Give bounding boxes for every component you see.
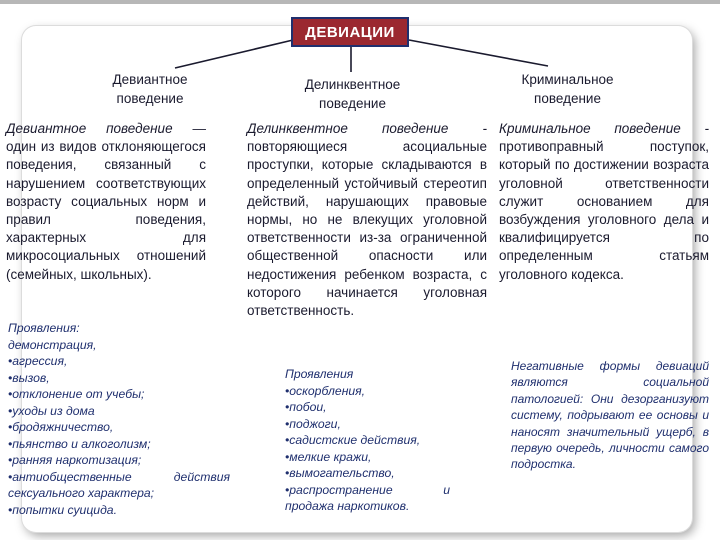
list-item: •пьянство и алкоголизм;: [8, 436, 151, 451]
definition-criminal-lead: Криминальное поведение -: [499, 121, 709, 136]
definition-criminal-text: противоправный поступок, который по достижении возраста уголовной ответственности служит основанием для возбуждения уголовного дела и квалифицируется по определенным статьям уголовного кодекса.: [499, 139, 709, 282]
list-item: •оскорбления,: [285, 383, 366, 398]
list-item: •мелкие кражи,: [285, 449, 372, 464]
list-item: •попытки суицида.: [8, 502, 117, 517]
list-item: •ранняя наркотизация;: [8, 453, 142, 467]
diagram-title: ДЕВИАЦИИ: [291, 17, 409, 47]
social-pathology-note: Негативные формы девиаций являются социальной патологией: Они дезорганизуют систему, подрывают ее основы и наносят значительный ущерб, в первую очередь, личности самого подростка.: [511, 359, 709, 472]
list-item: •распространение и продажа наркотиков.: [285, 482, 450, 513]
definition-deviant-text: один из видов отклоняющегося поведения, связанный с нарушением соответствующих возрасту социальных норм и правил поведения, характерных для микросоциальных отношений (семейных, школьных).: [6, 139, 206, 282]
list-item: •побои,: [285, 400, 327, 414]
list-item: •антиобщественные действия сексуального характера;: [8, 469, 230, 500]
list-item: •садистские действия,: [285, 433, 421, 447]
list-item: •вызов,: [8, 370, 50, 385]
link-left: [175, 40, 293, 68]
manifestations-deviant: [8, 320, 230, 518]
definition-delinquent-lead: Делинквентное поведение -: [247, 121, 487, 136]
definition-delinquent-text: повторяющиеся асоциальные проступки, которые складываются в определенный устойчивый стереотип действий, нарушающих правовые нормы, но не влекущих уголовной ответственности из-за ограниченной общественной опасности или недостижения ребенком возраста, с которого начинается уголовная ответственность.: [247, 139, 487, 319]
list-item: •вымогательство,: [285, 466, 395, 480]
list-item: •поджоги,: [285, 416, 341, 431]
heading-criminal: Криминальное поведение: [521, 72, 614, 106]
link-right: [409, 40, 548, 66]
heading-deviant: Девиантное поведение: [112, 72, 188, 106]
list-item: •агрессия,: [8, 354, 68, 368]
manifestations-title: Проявления:: [8, 321, 80, 335]
list-item: •отклонение от учебы;: [8, 387, 145, 401]
manifestations-title: Проявления: [285, 367, 354, 381]
list-item: демонстрация,: [8, 337, 97, 352]
definition-delinquent: [247, 120, 487, 320]
definition-deviant: [6, 120, 206, 284]
definition-criminal: [499, 120, 709, 284]
list-item: •уходы из дома: [8, 403, 95, 418]
manifestations-delinquent: [285, 366, 450, 515]
heading-delinquent: Делинквентное поведение: [304, 77, 401, 111]
list-item: •бродяжничество,: [8, 420, 114, 434]
definition-deviant-lead: Девиантное поведение —: [6, 121, 206, 136]
